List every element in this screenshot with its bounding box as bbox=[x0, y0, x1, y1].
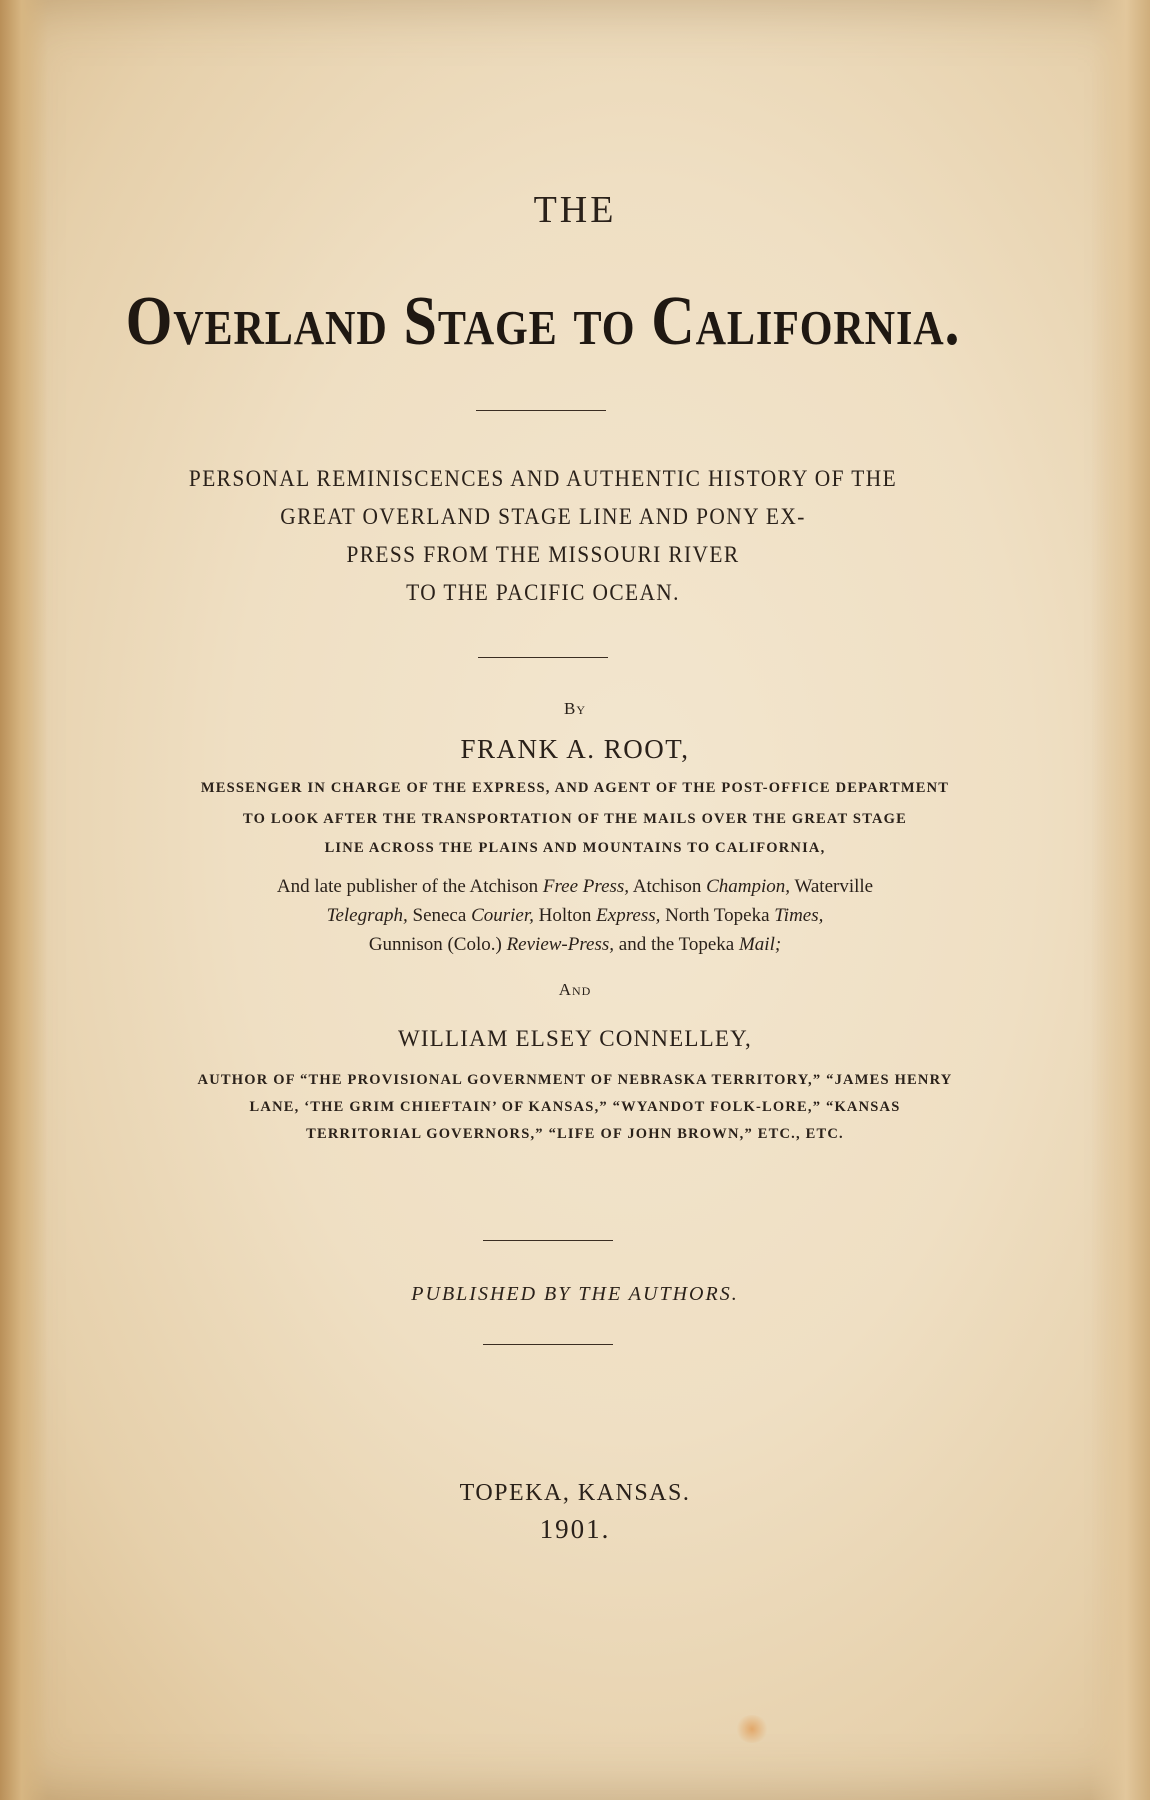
author-name: FRANK A. ROOT, bbox=[460, 734, 690, 764]
publisher-line: Gunnison (Colo.) Review-Press, and the Topeka Mail; bbox=[368, 934, 782, 955]
by-label: By bbox=[563, 699, 586, 718]
paper-stain bbox=[735, 1715, 769, 1743]
subtitle-line: PERSONAL REMINISCENCES AND AUTHENTIC HISTORY OF THE bbox=[188, 466, 898, 491]
subtitle-line: PRESS FROM THE MISSOURI RIVER bbox=[346, 542, 740, 567]
divider-rule bbox=[483, 1344, 613, 1345]
author-description-line: MESSENGER IN CHARGE OF THE EXPRESS, AND AGENT OF THE POST-OFFICE DEPARTMENT bbox=[200, 780, 950, 796]
publisher-line: And late publisher of the Atchison Free Press, Atchison Champion, Waterville bbox=[276, 876, 874, 897]
subtitle-line: TO THE PACIFIC OCEAN. bbox=[406, 580, 680, 605]
divider-rule bbox=[476, 410, 606, 411]
publisher-statement: PUBLISHED BY THE AUTHORS. bbox=[411, 1283, 739, 1305]
author-name: WILLIAM ELSEY CONNELLEY, bbox=[398, 1026, 752, 1051]
divider-rule bbox=[483, 1240, 613, 1241]
author-description-line: TERRITORIAL GOVERNORS,” “LIFE OF JOHN BROWN,” ETC., ETC. bbox=[306, 1126, 844, 1142]
author-description-line: TO LOOK AFTER THE TRANSPORTATION OF THE MAILS OVER THE GREAT STAGE bbox=[242, 811, 908, 827]
author-description-line: AUTHOR OF “THE PROVISIONAL GOVERNMENT OF NEBRASKA TERRITORY,” “JAMES HENRY bbox=[197, 1072, 953, 1088]
imprint-year: 1901. bbox=[539, 1514, 611, 1544]
divider-rule bbox=[478, 657, 608, 658]
imprint-place: TOPEKA, KANSAS. bbox=[459, 1480, 691, 1506]
publisher-line: Telegraph, Seneca Courier, Holton Express, North Topeka Times, bbox=[326, 905, 824, 926]
title-article: THE bbox=[533, 189, 617, 231]
author-description-line: LANE, ‘THE GRIM CHIEFTAIN’ OF KANSAS,” “WYANDOT FOLK-LORE,” “KANSAS bbox=[249, 1099, 901, 1115]
author-description-line: LINE ACROSS THE PLAINS AND MOUNTAINS TO CALIFORNIA, bbox=[324, 840, 826, 856]
subtitle-line: GREAT OVERLAND STAGE LINE AND PONY EX- bbox=[280, 504, 806, 529]
book-title: Overland Stage to California. bbox=[125, 283, 961, 360]
and-label: And bbox=[558, 980, 592, 999]
